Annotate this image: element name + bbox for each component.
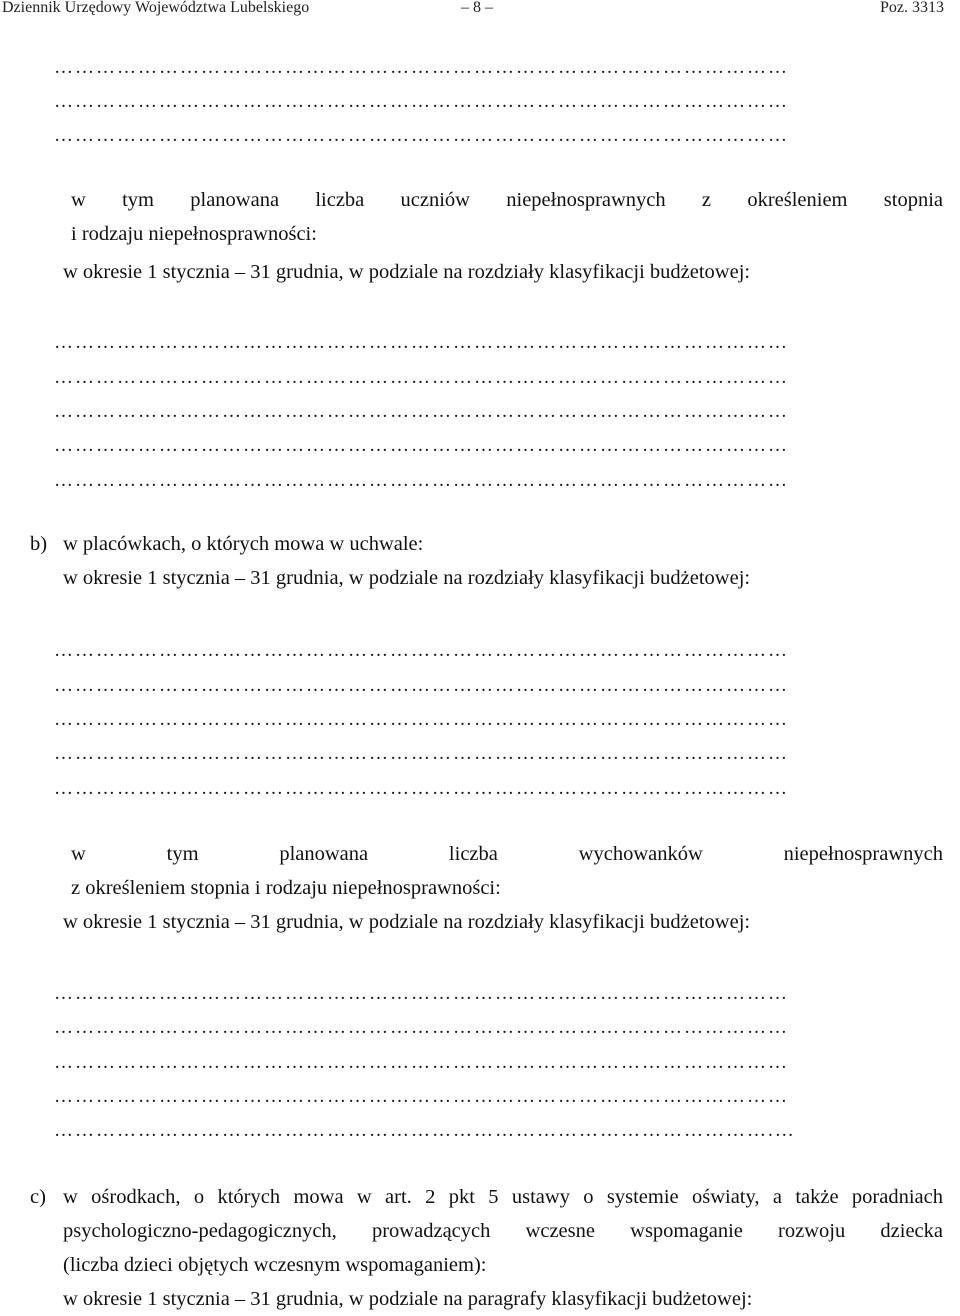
paragraph-line: i rodzaju niepełnosprawności: — [71, 223, 317, 245]
planned-students-paragraph — [71, 183, 943, 217]
dotted-line: …………………………………………………………………………………………… — [54, 1053, 789, 1073]
paragraph-line: w okresie 1 stycznia – 31 grudnia, w podziale na paragrafy klasyfikacji budżetowej: — [63, 1288, 753, 1310]
paragraph-line: w placówkach, o których mowa w uchwale: — [63, 533, 424, 555]
planned-pupils-paragraph — [71, 837, 943, 871]
dotted-line: …………………………………………………………………………………………… — [54, 402, 789, 422]
paragraph-line: w okresie 1 stycznia – 31 grudnia, w podziale na rozdziały klasyfikacji budżetowej: — [63, 911, 751, 933]
paragraph-line: z określeniem stopnia i rodzaju niepełnosprawności: — [71, 877, 501, 899]
dotted-line: …………………………………………………………………………………………… — [54, 471, 789, 491]
period-line — [63, 255, 933, 289]
page-number: – 8 – — [461, 0, 493, 16]
paragraph-line: w tym planowana liczba wychowanków niepełnosprawnych — [71, 843, 943, 865]
position-number: Poz. 3313 — [880, 0, 944, 16]
dotted-line: …………………………………………………………………………………………… — [54, 126, 789, 146]
paragraph-line: psychologiczno-pedagogicznych, prowadzących wczesne wspomaganie rozwoju dziecka — [63, 1220, 943, 1242]
dotted-line: …………………………………………………………………………………………… — [54, 1018, 789, 1038]
dotted-line: ………………………………………………………………………………………….… — [54, 1121, 796, 1141]
item-label-c: c) — [30, 1186, 46, 1208]
item-label-b: b) — [30, 533, 48, 555]
dotted-line: …………………………………………………………………………………………… — [54, 436, 789, 456]
page-header — [0, 0, 944, 18]
journal-title: Dziennik Urzędowy Województwa Lubelskiego — [2, 0, 310, 16]
paragraph-line: w tym planowana liczba uczniów niepełnosprawnych z określeniem stopnia — [71, 189, 943, 211]
paragraph-line: w okresie 1 stycznia – 31 grudnia, w podziale na rozdziały klasyfikacji budżetowej: — [63, 567, 751, 589]
paragraph-line: (liczba dzieci objętych wczesnym wspomaganiem): — [63, 1254, 487, 1276]
dotted-line: …………………………………………………………………………………………… — [54, 676, 789, 696]
dotted-line: …………………………………………………………………………………………… — [54, 984, 789, 1004]
dotted-line: …………………………………………………………………………………………… — [54, 58, 789, 78]
dotted-line: …………………………………………………………………………………………… — [54, 710, 789, 730]
dotted-line: …………………………………………………………………………………………… — [54, 333, 789, 353]
placowki-paragraph — [63, 527, 933, 595]
dotted-line: …………………………………………………………………………………………… — [54, 368, 789, 388]
period-line — [63, 905, 933, 939]
paragraph-line: w okresie 1 stycznia – 31 grudnia, w podziale na rozdziały klasyfikacji budżetowej: — [63, 261, 751, 283]
dotted-line: …………………………………………………………………………………………… — [54, 744, 789, 764]
osrodki-paragraph — [63, 1180, 943, 1316]
planned-students-paragraph-cont — [71, 217, 931, 251]
dotted-line: …………………………………………………………………………………………… — [54, 1087, 789, 1107]
planned-pupils-paragraph-cont — [71, 871, 931, 905]
paragraph-line: w ośrodkach, o których mowa w art. 2 pkt 5 ustawy o systemie oświaty, a także poradniach — [63, 1186, 943, 1208]
dotted-line: …………………………………………………………………………………………… — [54, 641, 789, 661]
dotted-line: …………………………………………………………………………………………… — [54, 779, 789, 799]
dotted-line: …………………………………………………………………………………………… — [54, 92, 789, 112]
